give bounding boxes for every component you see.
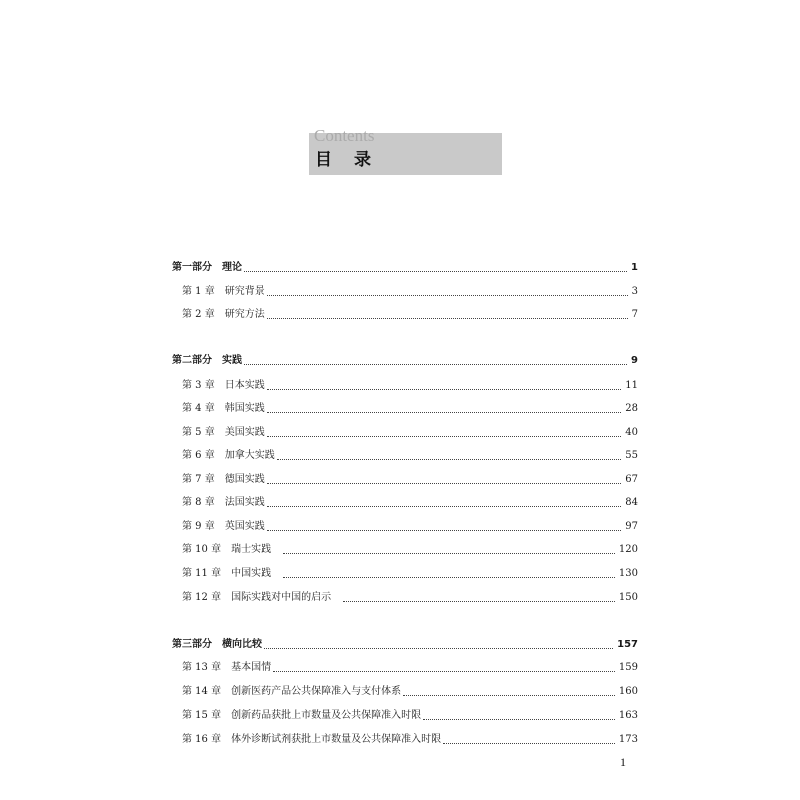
dot-leader — [403, 695, 615, 696]
dot-leader — [244, 364, 627, 365]
toc-chapter-9[interactable] — [0, 517, 800, 533]
dot-leader — [343, 601, 615, 602]
dot-leader — [283, 553, 615, 554]
toc-entry-title: 德国实践 — [224, 474, 265, 485]
dot-leader — [244, 271, 627, 272]
toc-entry-page: 9 — [631, 355, 638, 366]
dot-leader — [277, 459, 622, 460]
toc-part-3[interactable] — [0, 635, 800, 651]
toc-entry-number: 第 4 章 — [182, 403, 215, 414]
toc-chapter-11[interactable] — [0, 564, 800, 580]
toc-chapter-4[interactable] — [0, 399, 800, 415]
toc-entry-title: 韩国实践 — [224, 403, 265, 414]
toc-entry-title: 研究背景 — [224, 286, 265, 297]
dot-leader — [267, 530, 622, 531]
toc-chapter-12[interactable] — [0, 588, 800, 604]
toc-entry-page: 150 — [618, 592, 638, 603]
toc-entry-number: 第 2 章 — [182, 309, 215, 320]
contents-heading — [309, 126, 502, 175]
toc-entry-page: 97 — [625, 521, 638, 532]
toc-entry-page: 1 — [631, 262, 638, 273]
heading-english: Contents — [314, 126, 375, 145]
toc-entry-title: 研究方法 — [224, 309, 265, 320]
toc-chapter-16[interactable] — [0, 730, 800, 746]
toc-chapter-15[interactable] — [0, 706, 800, 722]
heading-chinese: 目录 — [315, 150, 393, 170]
toc-entry-title: 横向比较 — [222, 639, 262, 650]
toc-entry-page: 28 — [625, 403, 638, 414]
toc-entry-page: 67 — [625, 474, 638, 485]
dot-leader — [267, 506, 622, 507]
dot-leader — [267, 436, 622, 437]
dot-leader — [267, 412, 622, 413]
toc-chapter-1[interactable] — [0, 282, 800, 298]
toc-entry-page: 163 — [618, 710, 638, 721]
toc-chapter-14[interactable] — [0, 682, 800, 698]
toc-entry-title: 日本实践 — [224, 380, 265, 391]
toc-entry-title: 创新医药产品公共保障准入与支付体系 — [231, 686, 402, 697]
toc-entry-title: 美国实践 — [224, 427, 265, 438]
toc-entry-page: 159 — [618, 662, 638, 673]
toc-entry-page: 84 — [625, 497, 638, 508]
toc-entry-number: 第 15 章 — [182, 710, 222, 721]
toc-entry-page: 7 — [631, 309, 638, 320]
toc-entry-title: 瑞士实践 — [231, 544, 272, 555]
toc-entry-number: 第 16 章 — [182, 734, 222, 745]
toc-entry-page: 130 — [618, 568, 638, 579]
toc-entry-title: 体外诊断试剂获批上市数量及公共保障准入时限 — [231, 734, 442, 745]
toc-chapter-3[interactable] — [0, 376, 800, 392]
dot-leader — [267, 318, 628, 319]
toc-entry-title: 英国实践 — [224, 521, 265, 532]
toc-entry-title: 实践 — [222, 355, 242, 366]
toc-entry-title: 创新药品获批上市数量及公共保障准入时限 — [231, 710, 422, 721]
toc-entry-title: 法国实践 — [224, 497, 265, 508]
toc-entry-number: 第 1 章 — [182, 286, 215, 297]
toc-entry-number: 第 9 章 — [182, 521, 215, 532]
toc-entry-title: 加拿大实践 — [224, 450, 275, 461]
toc-entry-number: 第 13 章 — [182, 662, 222, 673]
toc-part-1[interactable] — [0, 258, 800, 274]
dot-leader — [423, 719, 615, 720]
toc-entry-page: 55 — [625, 450, 638, 461]
toc-chapter-2[interactable] — [0, 305, 800, 321]
toc-entry-number: 第 14 章 — [182, 686, 222, 697]
dot-leader — [267, 389, 622, 390]
toc-entry-page: 160 — [618, 686, 638, 697]
toc-entry-number: 第 11 章 — [182, 568, 222, 579]
toc-entry-number: 第 5 章 — [182, 427, 215, 438]
toc-entry-number: 第 10 章 — [182, 544, 222, 555]
dot-leader — [267, 483, 622, 484]
toc-entry-number: 第 6 章 — [182, 450, 215, 461]
toc-entry-page: 40 — [625, 427, 638, 438]
toc-entry-page: 120 — [618, 544, 638, 555]
toc-entry-page: 157 — [617, 639, 638, 650]
dot-leader — [273, 671, 615, 672]
toc-chapter-6[interactable] — [0, 446, 800, 462]
toc-entry-page: 11 — [625, 380, 638, 391]
toc-part-2[interactable] — [0, 351, 800, 367]
dot-leader — [283, 577, 615, 578]
toc-entry-title: 理论 — [222, 262, 242, 273]
toc-chapter-13[interactable] — [0, 658, 800, 674]
toc-entry-number: 第 12 章 — [182, 592, 222, 603]
toc-chapter-7[interactable] — [0, 470, 800, 486]
toc-entry-title: 基本国情 — [231, 662, 272, 673]
toc-entry-title: 国际实践对中国的启示 — [231, 592, 332, 603]
toc-entry-page: 173 — [618, 734, 638, 745]
toc-entry-number: 第 7 章 — [182, 474, 215, 485]
toc-chapter-10[interactable] — [0, 540, 800, 556]
toc-entry-number: 第三部分 — [172, 639, 212, 650]
toc-entry-number: 第一部分 — [172, 262, 212, 273]
dot-leader — [267, 295, 628, 296]
toc-chapter-8[interactable] — [0, 493, 800, 509]
dot-leader — [264, 648, 613, 649]
toc-entry-number: 第 8 章 — [182, 497, 215, 508]
dot-leader — [443, 743, 615, 744]
toc-chapter-5[interactable] — [0, 423, 800, 439]
toc-entry-number: 第二部分 — [172, 355, 212, 366]
toc-entry-number: 第 3 章 — [182, 380, 215, 391]
toc-entry-title: 中国实践 — [231, 568, 272, 579]
page-number: 1 — [620, 755, 626, 769]
toc-entry-page: 3 — [631, 286, 638, 297]
